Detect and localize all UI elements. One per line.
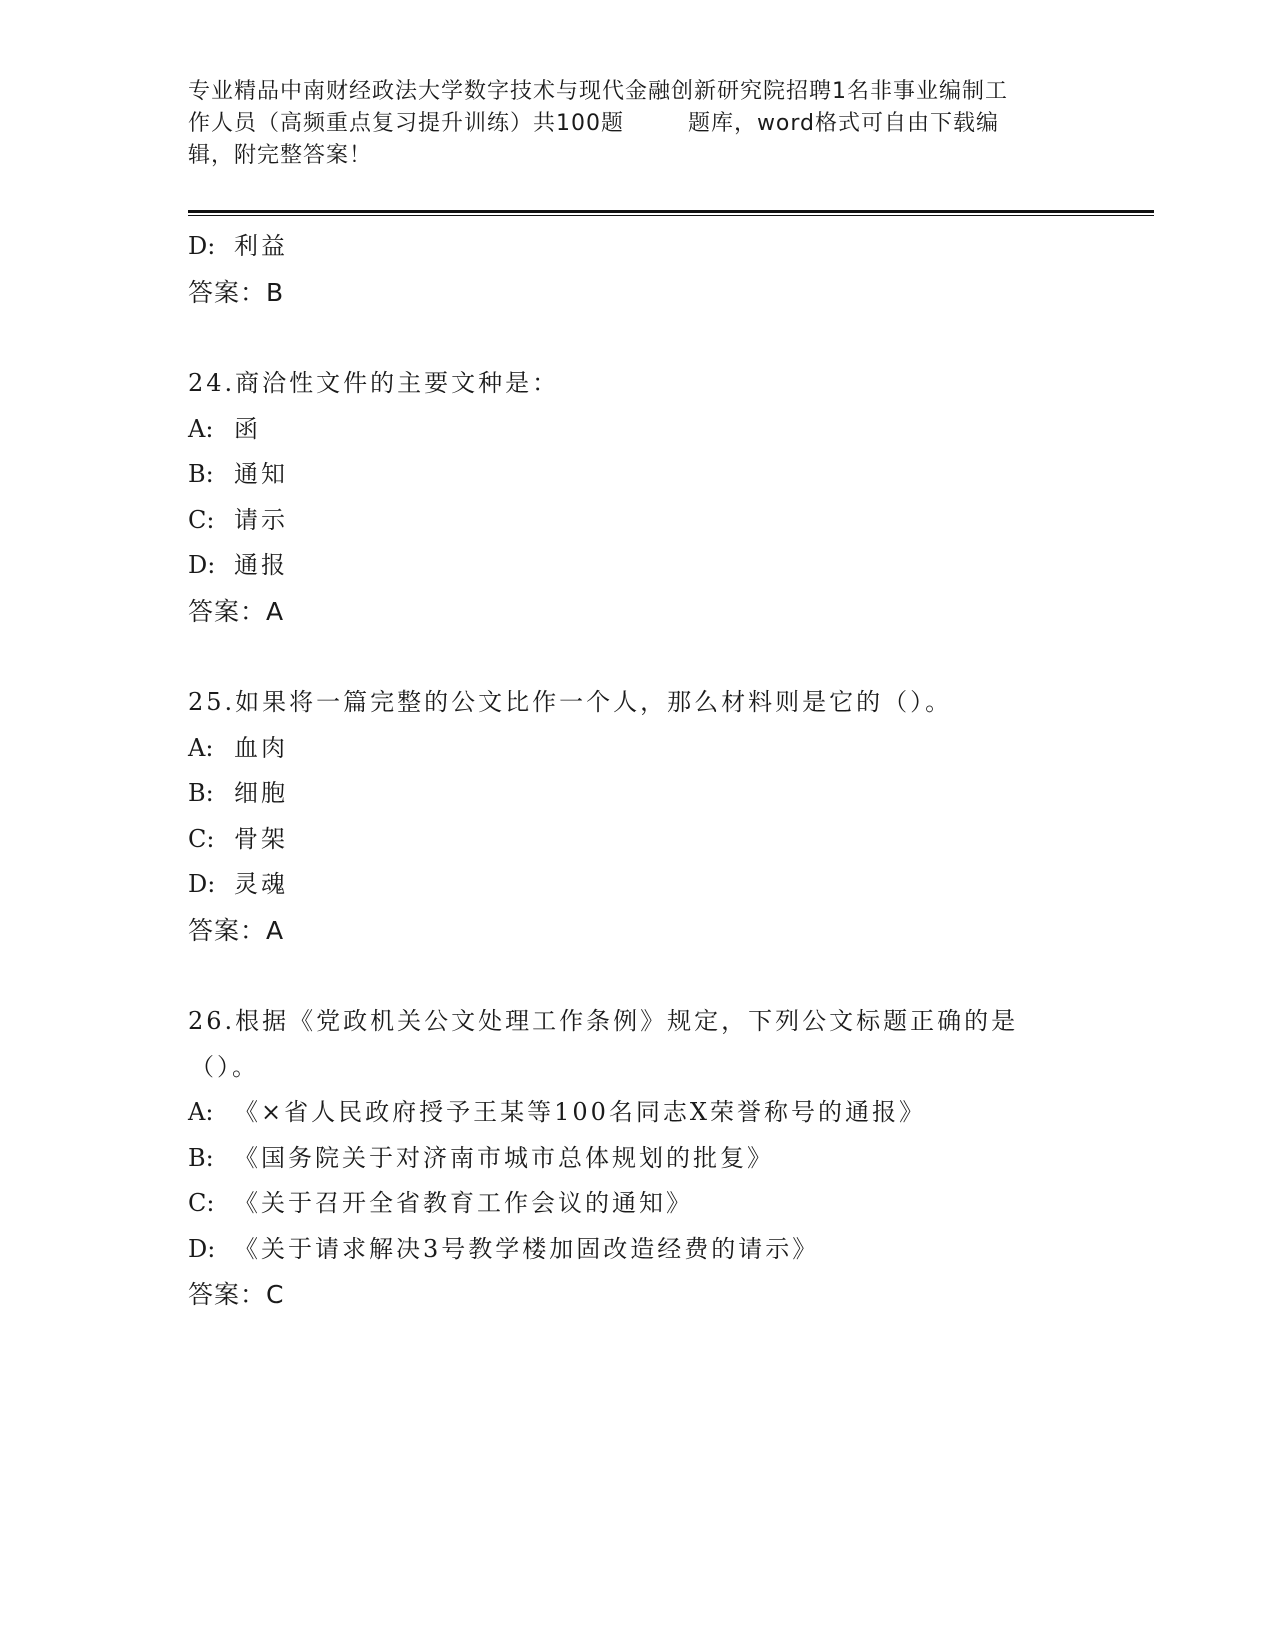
option-text: 《国务院关于对济南市城市总体规划的批复》 [234,1143,774,1172]
option-text: 通报 [234,551,288,579]
option-letter: B: [188,1143,214,1172]
option-row [188,1090,1088,1136]
option-letter: A: [188,414,214,443]
option-letter: D: [188,870,216,898]
question-gap [188,634,1088,680]
option-row [188,1227,1088,1273]
question-title: 26.根据《党政机关公文处理工作条例》规定，下列公文标题正确的是 [188,1007,1019,1035]
option-letter: A: [188,733,214,762]
option-row [188,726,1088,772]
answer-line: 答案：A [188,915,285,945]
option-text: 请示 [234,505,288,534]
option-row [188,407,1088,453]
answer-line: 答案：A [188,596,285,626]
option-letter: B: [188,779,214,807]
option-letter: B: [188,460,214,488]
question-title: 25.如果将一篇完整的公文比作一个人，那么材料则是它的（）。 [188,688,953,716]
option-text: 灵魂 [234,870,288,898]
header-line-2: 作人员（高频重点复习提升训练）共100题 题库，word格式可自由下载编 [188,111,1000,136]
option-text: 血肉 [234,733,288,762]
answer-line: 答案：B [188,277,285,307]
option-letter: D: [188,232,216,260]
header-divider-thick [188,210,1154,213]
option-row [188,862,1088,908]
option-text: 通知 [234,460,288,488]
option-text: 细胞 [234,779,288,807]
header-line-3: 辑，附完整答案！ [188,143,373,168]
question-list [188,224,1088,1318]
document-header [188,76,1088,172]
option-row [188,1136,1088,1182]
question-gap [188,315,1088,361]
option-letter: C: [188,1189,215,1217]
header-divider-thin [188,215,1154,216]
question-gap [188,953,1088,999]
option-letter: C: [188,505,215,534]
option-text: 《关于召开全省教育工作会议的通知》 [234,1189,693,1217]
option-letter: D: [188,551,216,579]
option-row [188,817,1088,863]
option-text: 利益 [234,232,288,260]
option-text: 骨架 [234,824,288,853]
question-title: 24.商洽性文件的主要文种是： [188,369,560,397]
header-line-1: 专业精品中南财经政法大学数字技术与现代金融创新研究院招聘1名非事业编制工 [188,79,1008,104]
question-title-continuation: （）。 [190,1052,259,1081]
option-row [188,498,1088,544]
option-row [188,543,1088,589]
option-row [188,771,1088,817]
option-row [188,452,1088,498]
option-letter: C: [188,824,215,853]
option-row [188,224,1088,270]
option-text: 函 [234,414,261,443]
option-text: 《×省人民政府授予王某等100名同志X荣誉称号的通报》 [234,1098,927,1126]
option-letter: A: [188,1098,214,1126]
answer-line: 答案：C [188,1280,285,1309]
option-row [188,1181,1088,1227]
option-text: 《关于请求解决3号教学楼加固改造经费的请示》 [234,1234,820,1263]
option-letter: D: [188,1234,216,1263]
